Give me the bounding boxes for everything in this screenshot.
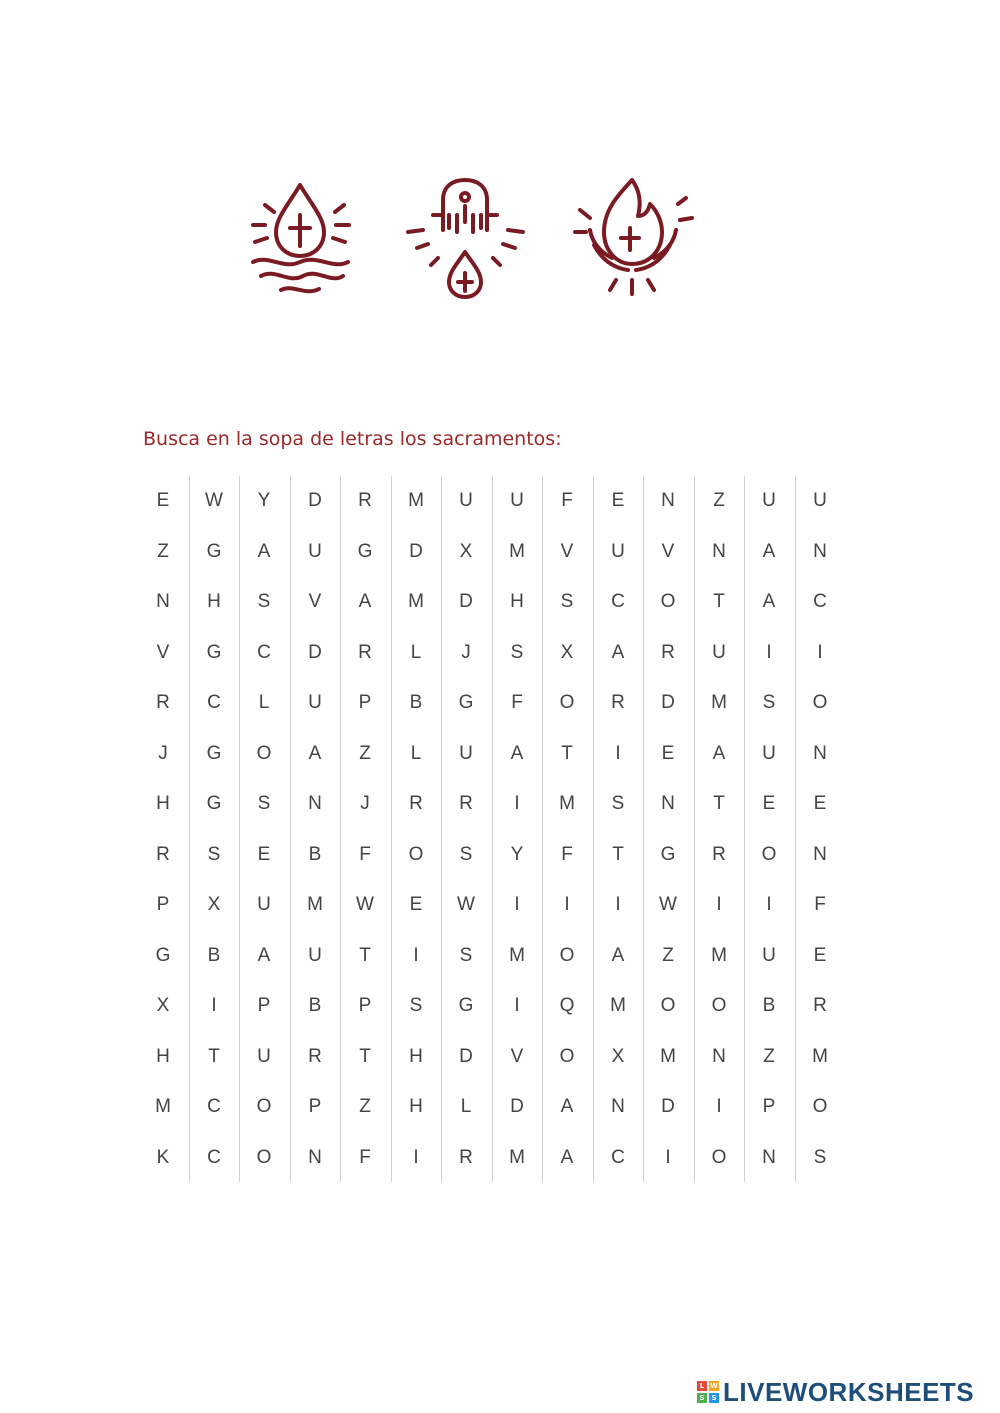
grid-letter-cell[interactable]: E (762, 793, 776, 814)
grid-letter-cell[interactable]: S (409, 995, 423, 1016)
grid-letter-cell[interactable]: F (561, 844, 573, 865)
grid-letter-cell[interactable]: I (766, 894, 772, 915)
grid-letter-cell[interactable]: O (559, 945, 575, 966)
grid-letter-cell[interactable]: R (813, 995, 827, 1016)
grid-letter-cell[interactable]: O (408, 844, 424, 865)
grid-letter-cell[interactable]: O (559, 1046, 575, 1067)
grid-letter-cell[interactable]: D (459, 591, 473, 612)
grid-letter-cell[interactable]: W (356, 894, 374, 915)
grid-letter-cell[interactable]: K (156, 1147, 170, 1168)
grid-letter-cell[interactable]: Z (359, 743, 371, 764)
grid-letter-cell[interactable]: C (207, 692, 221, 713)
grid-letter-cell[interactable]: N (308, 1147, 322, 1168)
grid-letter-cell[interactable]: C (207, 1096, 221, 1117)
grid-letter-cell[interactable]: S (257, 591, 271, 612)
grid-letter-cell[interactable]: E (156, 490, 170, 511)
grid-letter-cell[interactable]: O (660, 591, 676, 612)
grid-letter-cell[interactable]: L (410, 642, 422, 663)
grid-letter-cell[interactable]: X (459, 541, 473, 562)
grid-letter-cell[interactable]: I (766, 642, 772, 663)
grid-letter-cell[interactable]: T (208, 1046, 220, 1067)
grid-letter-cell[interactable]: I (413, 1147, 419, 1168)
grid-letter-cell[interactable]: A (560, 1147, 574, 1168)
grid-letter-cell[interactable]: T (713, 591, 725, 612)
grid-letter-cell[interactable]: Z (713, 490, 725, 511)
grid-letter-cell[interactable]: U (813, 490, 827, 511)
grid-letter-cell[interactable]: I (211, 995, 217, 1016)
grid-letter-cell[interactable]: G (458, 692, 474, 713)
grid-letter-cell[interactable]: R (358, 642, 372, 663)
grid-letter-cell[interactable]: G (660, 844, 676, 865)
grid-letter-cell[interactable]: J (461, 642, 471, 663)
grid-letter-cell[interactable]: U (762, 945, 776, 966)
grid-letter-cell[interactable]: Z (157, 541, 169, 562)
grid-letter-cell[interactable]: J (158, 743, 168, 764)
grid-letter-cell[interactable]: P (762, 1096, 776, 1117)
grid-letter-cell[interactable]: I (413, 945, 419, 966)
grid-letter-cell[interactable]: S (459, 844, 473, 865)
grid-letter-cell[interactable]: R (661, 642, 675, 663)
grid-letter-cell[interactable]: S (459, 945, 473, 966)
grid-letter-cell[interactable]: M (660, 1046, 676, 1067)
grid-letter-cell[interactable]: V (308, 591, 322, 612)
logo-cube: W (710, 1382, 718, 1390)
grid-letter-cell[interactable]: O (711, 995, 727, 1016)
grid-letter-cell[interactable]: R (156, 692, 170, 713)
instruction-text: Busca en la sopa de letras los sacramentos: (143, 428, 562, 450)
grid-letter-cell[interactable]: M (610, 995, 626, 1016)
grid-letter-cell[interactable]: O (812, 692, 828, 713)
grid-letter-cell[interactable]: Y (257, 490, 271, 511)
grid-letter-cell[interactable]: U (762, 490, 776, 511)
chalice-host-drop-icon (403, 170, 528, 310)
grid-letter-cell[interactable]: C (611, 591, 625, 612)
grid-letter-cell[interactable]: L (258, 692, 270, 713)
grid-letter-cell[interactable]: P (358, 995, 372, 1016)
grid-letter-cell[interactable]: O (256, 1147, 272, 1168)
grid-letter-cell[interactable]: W (659, 894, 677, 915)
grid-letter-cell[interactable]: X (611, 1046, 625, 1067)
grid-letter-cell[interactable]: U (459, 490, 473, 511)
water-drop-cross-icon (243, 170, 358, 310)
grid-letter-cell[interactable]: H (409, 1046, 423, 1067)
grid-letter-cell[interactable]: E (257, 844, 271, 865)
grid-letter-cell[interactable]: I (665, 1147, 671, 1168)
grid-letter-cell[interactable]: Q (559, 995, 575, 1016)
grid-letter-cell[interactable]: I (514, 894, 520, 915)
grid-letter-cell[interactable]: S (813, 1147, 827, 1168)
grid-letter-cell[interactable]: M (711, 945, 727, 966)
grid-letter-cell[interactable]: E (611, 490, 625, 511)
grid-letter-cell[interactable]: J (360, 793, 370, 814)
grid-letter-cell[interactable]: O (559, 692, 575, 713)
grid-letter-cell[interactable]: A (560, 1096, 574, 1117)
grid-letter-cell[interactable]: G (206, 793, 222, 814)
grid-letter-cell[interactable]: M (711, 692, 727, 713)
grid-letter-cell[interactable]: G (155, 945, 171, 966)
grid-letter-cell[interactable]: A (611, 945, 625, 966)
grid-letter-cell[interactable]: Z (662, 945, 674, 966)
grid-letter-cell[interactable]: N (762, 1147, 776, 1168)
flame-cross-icon (570, 170, 700, 310)
grid-letter-cell[interactable]: P (156, 894, 170, 915)
grid-letter-cell[interactable]: E (409, 894, 423, 915)
grid-letter-cell[interactable]: X (156, 995, 170, 1016)
grid-letter-cell[interactable]: I (514, 995, 520, 1016)
grid-letter-cell[interactable]: F (359, 1147, 371, 1168)
grid-letter-cell[interactable]: V (560, 541, 574, 562)
grid-letter-cell[interactable]: M (155, 1096, 171, 1117)
grid-letter-cell[interactable]: F (359, 844, 371, 865)
grid-letter-cell[interactable]: G (458, 995, 474, 1016)
logo-cubes-icon (697, 1381, 719, 1403)
grid-letter-cell[interactable]: W (205, 490, 223, 511)
grid-letter-cell[interactable]: O (761, 844, 777, 865)
grid-letter-cell[interactable]: G (206, 541, 222, 562)
grid-letter-cell[interactable]: T (561, 743, 573, 764)
grid-letter-cell[interactable]: P (358, 692, 372, 713)
grid-letter-cell[interactable]: H (409, 1096, 423, 1117)
grid-letter-cell[interactable]: N (661, 793, 675, 814)
grid-letter-cell[interactable]: D (661, 1096, 675, 1117)
logo-cube: L (697, 1381, 707, 1391)
grid-letter-cell[interactable]: S (257, 793, 271, 814)
logo-cube: S (709, 1393, 719, 1403)
grid-letter-cell[interactable]: H (156, 793, 170, 814)
grid-letter-cell[interactable]: D (308, 642, 322, 663)
grid-letter-cell[interactable]: H (156, 1046, 170, 1067)
grid-letter-cell[interactable]: I (615, 894, 621, 915)
grid-letter-cell[interactable]: O (660, 995, 676, 1016)
grid-letter-cell[interactable]: U (459, 743, 473, 764)
grid-letter-cell[interactable]: I (514, 793, 520, 814)
grid-letter-cell[interactable]: U (762, 743, 776, 764)
grid-letter-cell[interactable]: R (712, 844, 726, 865)
grid-letter-cell[interactable]: C (257, 642, 271, 663)
grid-letter-cell[interactable]: S (762, 692, 776, 713)
grid-letter-cell[interactable]: Y (510, 844, 524, 865)
grid-letter-cell[interactable]: R (459, 1147, 473, 1168)
grid-letter-cell[interactable]: U (712, 642, 726, 663)
grid-letter-cell[interactable]: B (762, 995, 776, 1016)
grid-letter-cell[interactable]: A (611, 642, 625, 663)
grid-letter-cell[interactable]: I (716, 1096, 722, 1117)
grid-letter-cell[interactable]: E (661, 743, 675, 764)
grid-letter-cell[interactable]: N (611, 1096, 625, 1117)
grid-letter-cell[interactable]: I (564, 894, 570, 915)
grid-letter-cell[interactable]: D (308, 490, 322, 511)
grid-letter-cell[interactable]: L (410, 743, 422, 764)
grid-letter-cell[interactable]: V (156, 642, 170, 663)
grid-letter-cell[interactable]: B (308, 995, 322, 1016)
grid-letter-cell[interactable]: H (510, 591, 524, 612)
grid-letter-cell[interactable]: V (661, 541, 675, 562)
grid-letter-cell[interactable]: U (510, 490, 524, 511)
grid-letter-cell[interactable]: U (308, 692, 322, 713)
grid-letter-cell[interactable]: P (308, 1096, 322, 1117)
grid-letter-cell[interactable]: D (409, 541, 423, 562)
grid-letter-cell[interactable]: T (359, 945, 371, 966)
grid-letter-cell[interactable]: U (257, 894, 271, 915)
grid-letter-cell[interactable]: F (511, 692, 523, 713)
grid-letter-cell[interactable]: U (308, 541, 322, 562)
grid-letter-cell[interactable]: X (207, 894, 221, 915)
grid-letter-cell[interactable]: M (509, 541, 525, 562)
grid-letter-cell[interactable]: C (611, 1147, 625, 1168)
grid-letter-cell[interactable]: A (257, 541, 271, 562)
grid-letter-cell[interactable]: B (207, 945, 221, 966)
grid-letter-cell[interactable]: T (713, 793, 725, 814)
grid-letter-cell[interactable]: N (712, 541, 726, 562)
grid-letter-cell[interactable]: F (561, 490, 573, 511)
grid-letter-cell[interactable]: D (459, 1046, 473, 1067)
grid-letter-cell[interactable]: T (612, 844, 624, 865)
grid-letter-cell[interactable]: M (559, 793, 575, 814)
grid-letter-cell[interactable]: M (509, 945, 525, 966)
grid-letter-cell[interactable]: S (560, 591, 574, 612)
grid-letter-cell[interactable]: N (661, 490, 675, 511)
grid-letter-cell[interactable]: S (611, 793, 625, 814)
grid-letter-cell[interactable]: A (510, 743, 524, 764)
grid-letter-cell[interactable]: C (813, 591, 827, 612)
grid-letter-cell[interactable]: R (358, 490, 372, 511)
grid-letter-cell[interactable]: S (510, 642, 524, 663)
grid-letter-cell[interactable]: M (812, 1046, 828, 1067)
grid-letter-cell[interactable]: A (762, 541, 776, 562)
grid-letter-cell[interactable]: I (716, 894, 722, 915)
grid-letter-cell[interactable]: L (460, 1096, 472, 1117)
word-search-grid[interactable] (138, 476, 844, 1182)
grid-letter-cell[interactable]: R (459, 793, 473, 814)
grid-letter-cell[interactable]: D (661, 692, 675, 713)
grid-letter-cell[interactable]: R (156, 844, 170, 865)
grid-letter-cell[interactable]: N (156, 591, 170, 612)
grid-letter-cell[interactable]: Z (359, 1096, 371, 1117)
grid-letter-cell[interactable]: M (408, 591, 424, 612)
grid-letter-cell[interactable]: R (409, 793, 423, 814)
grid-letter-cell[interactable]: U (308, 945, 322, 966)
sacrament-icons (235, 170, 705, 315)
grid-letter-cell[interactable]: T (359, 1046, 371, 1067)
grid-letter-cell[interactable]: O (711, 1147, 727, 1168)
grid-letter-cell[interactable]: E (813, 793, 827, 814)
grid-letter-cell[interactable]: A (358, 591, 372, 612)
grid-letter-cell[interactable]: D (510, 1096, 524, 1117)
grid-letter-cell[interactable]: E (813, 945, 827, 966)
grid-letter-cell[interactable]: N (813, 743, 827, 764)
grid-letter-cell[interactable]: R (611, 692, 625, 713)
grid-letter-cell[interactable]: M (307, 894, 323, 915)
logo-text: LIVEWORKSHEETS (723, 1376, 975, 1407)
grid-letter-cell[interactable]: R (308, 1046, 322, 1067)
grid-letter-cell[interactable]: A (762, 591, 776, 612)
grid-letter-cell[interactable]: N (813, 541, 827, 562)
grid-letter-cell[interactable]: W (457, 894, 475, 915)
grid-letter-cell[interactable]: N (813, 844, 827, 865)
logo-cube: S (697, 1393, 707, 1403)
grid-letter-cell[interactable]: V (510, 1046, 524, 1067)
grid-letter-cell[interactable]: M (509, 1147, 525, 1168)
grid-letter-cell[interactable]: M (408, 490, 424, 511)
grid-letter-cell[interactable]: U (611, 541, 625, 562)
grid-letter-cell[interactable]: A (712, 743, 726, 764)
grid-letter-cell[interactable]: I (817, 642, 823, 663)
grid-letter-cell[interactable]: C (207, 1147, 221, 1168)
grid-letter-cell[interactable]: G (206, 743, 222, 764)
grid-letter-cell[interactable]: O (256, 1096, 272, 1117)
grid-letter-cell[interactable]: X (560, 642, 574, 663)
grid-letter-cell[interactable]: B (308, 844, 322, 865)
grid-letter-cell[interactable]: G (206, 642, 222, 663)
grid-letter-cell[interactable]: I (615, 743, 621, 764)
grid-letter-cell[interactable]: U (257, 1046, 271, 1067)
grid-letter-cell[interactable]: S (207, 844, 221, 865)
grid-letter-cell[interactable]: N (712, 1046, 726, 1067)
grid-letter-cell[interactable]: Z (763, 1046, 775, 1067)
grid-letter-cell[interactable]: O (256, 743, 272, 764)
grid-letter-cell[interactable]: A (308, 743, 322, 764)
grid-letter-cell[interactable]: G (357, 541, 373, 562)
grid-letter-cell[interactable]: B (409, 692, 423, 713)
liveworksheets-logo (697, 1376, 974, 1408)
grid-letter-cell[interactable]: H (207, 591, 221, 612)
grid-letter-cell[interactable]: N (308, 793, 322, 814)
grid-letter-cell[interactable]: P (257, 995, 271, 1016)
grid-letter-cell[interactable]: A (257, 945, 271, 966)
grid-letter-cell[interactable]: O (812, 1096, 828, 1117)
grid-letter-cell[interactable]: F (814, 894, 826, 915)
